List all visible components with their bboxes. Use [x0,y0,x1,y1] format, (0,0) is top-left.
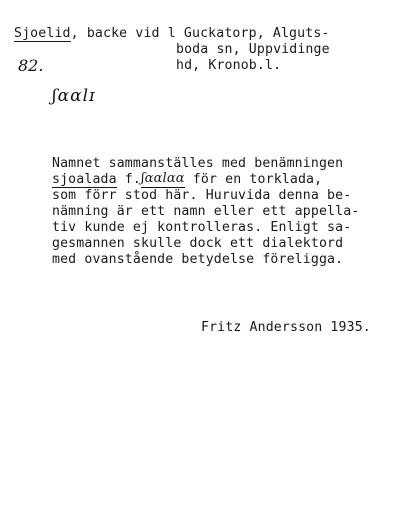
body-handwritten-form: ʃɑɑlɑɑ [141,171,185,186]
header-line-3: hd, Kronob.l. [176,58,282,73]
signature: Fritz Andersson 1935. [201,320,371,335]
header-line-2: boda sn, Uppvidinge [176,42,330,57]
body-line-7: med ovanstående betydelse föreligga. [52,252,344,267]
body-line-2 [52,172,322,189]
card-number: 82. [18,56,44,75]
body-line-4: nämning är ett namn eller ett appella- [52,204,360,219]
header-location-1: , backe vid l Guckatorp, Alguts- [70,26,330,41]
body-line-2-pre: f. [116,172,141,187]
handwritten-phonetic-form: ʃɑɑlɪ [52,86,96,106]
body-line-1: Namnet sammanställes med benämningen [52,156,344,171]
body-line-3: som förr stod här. Huruvida denna be- [52,188,352,203]
headword: Sjoelid [14,26,71,41]
body-underlined-word: sjoalada [52,172,117,187]
body-line-6: gesmannen skulle dock ett dialektord [52,236,344,251]
body-line-2-post: för en torklada, [184,172,323,187]
header-line-1 [14,26,330,42]
body-line-5: tiv kunde ej kontrolleras. Enligt sa- [52,220,352,235]
